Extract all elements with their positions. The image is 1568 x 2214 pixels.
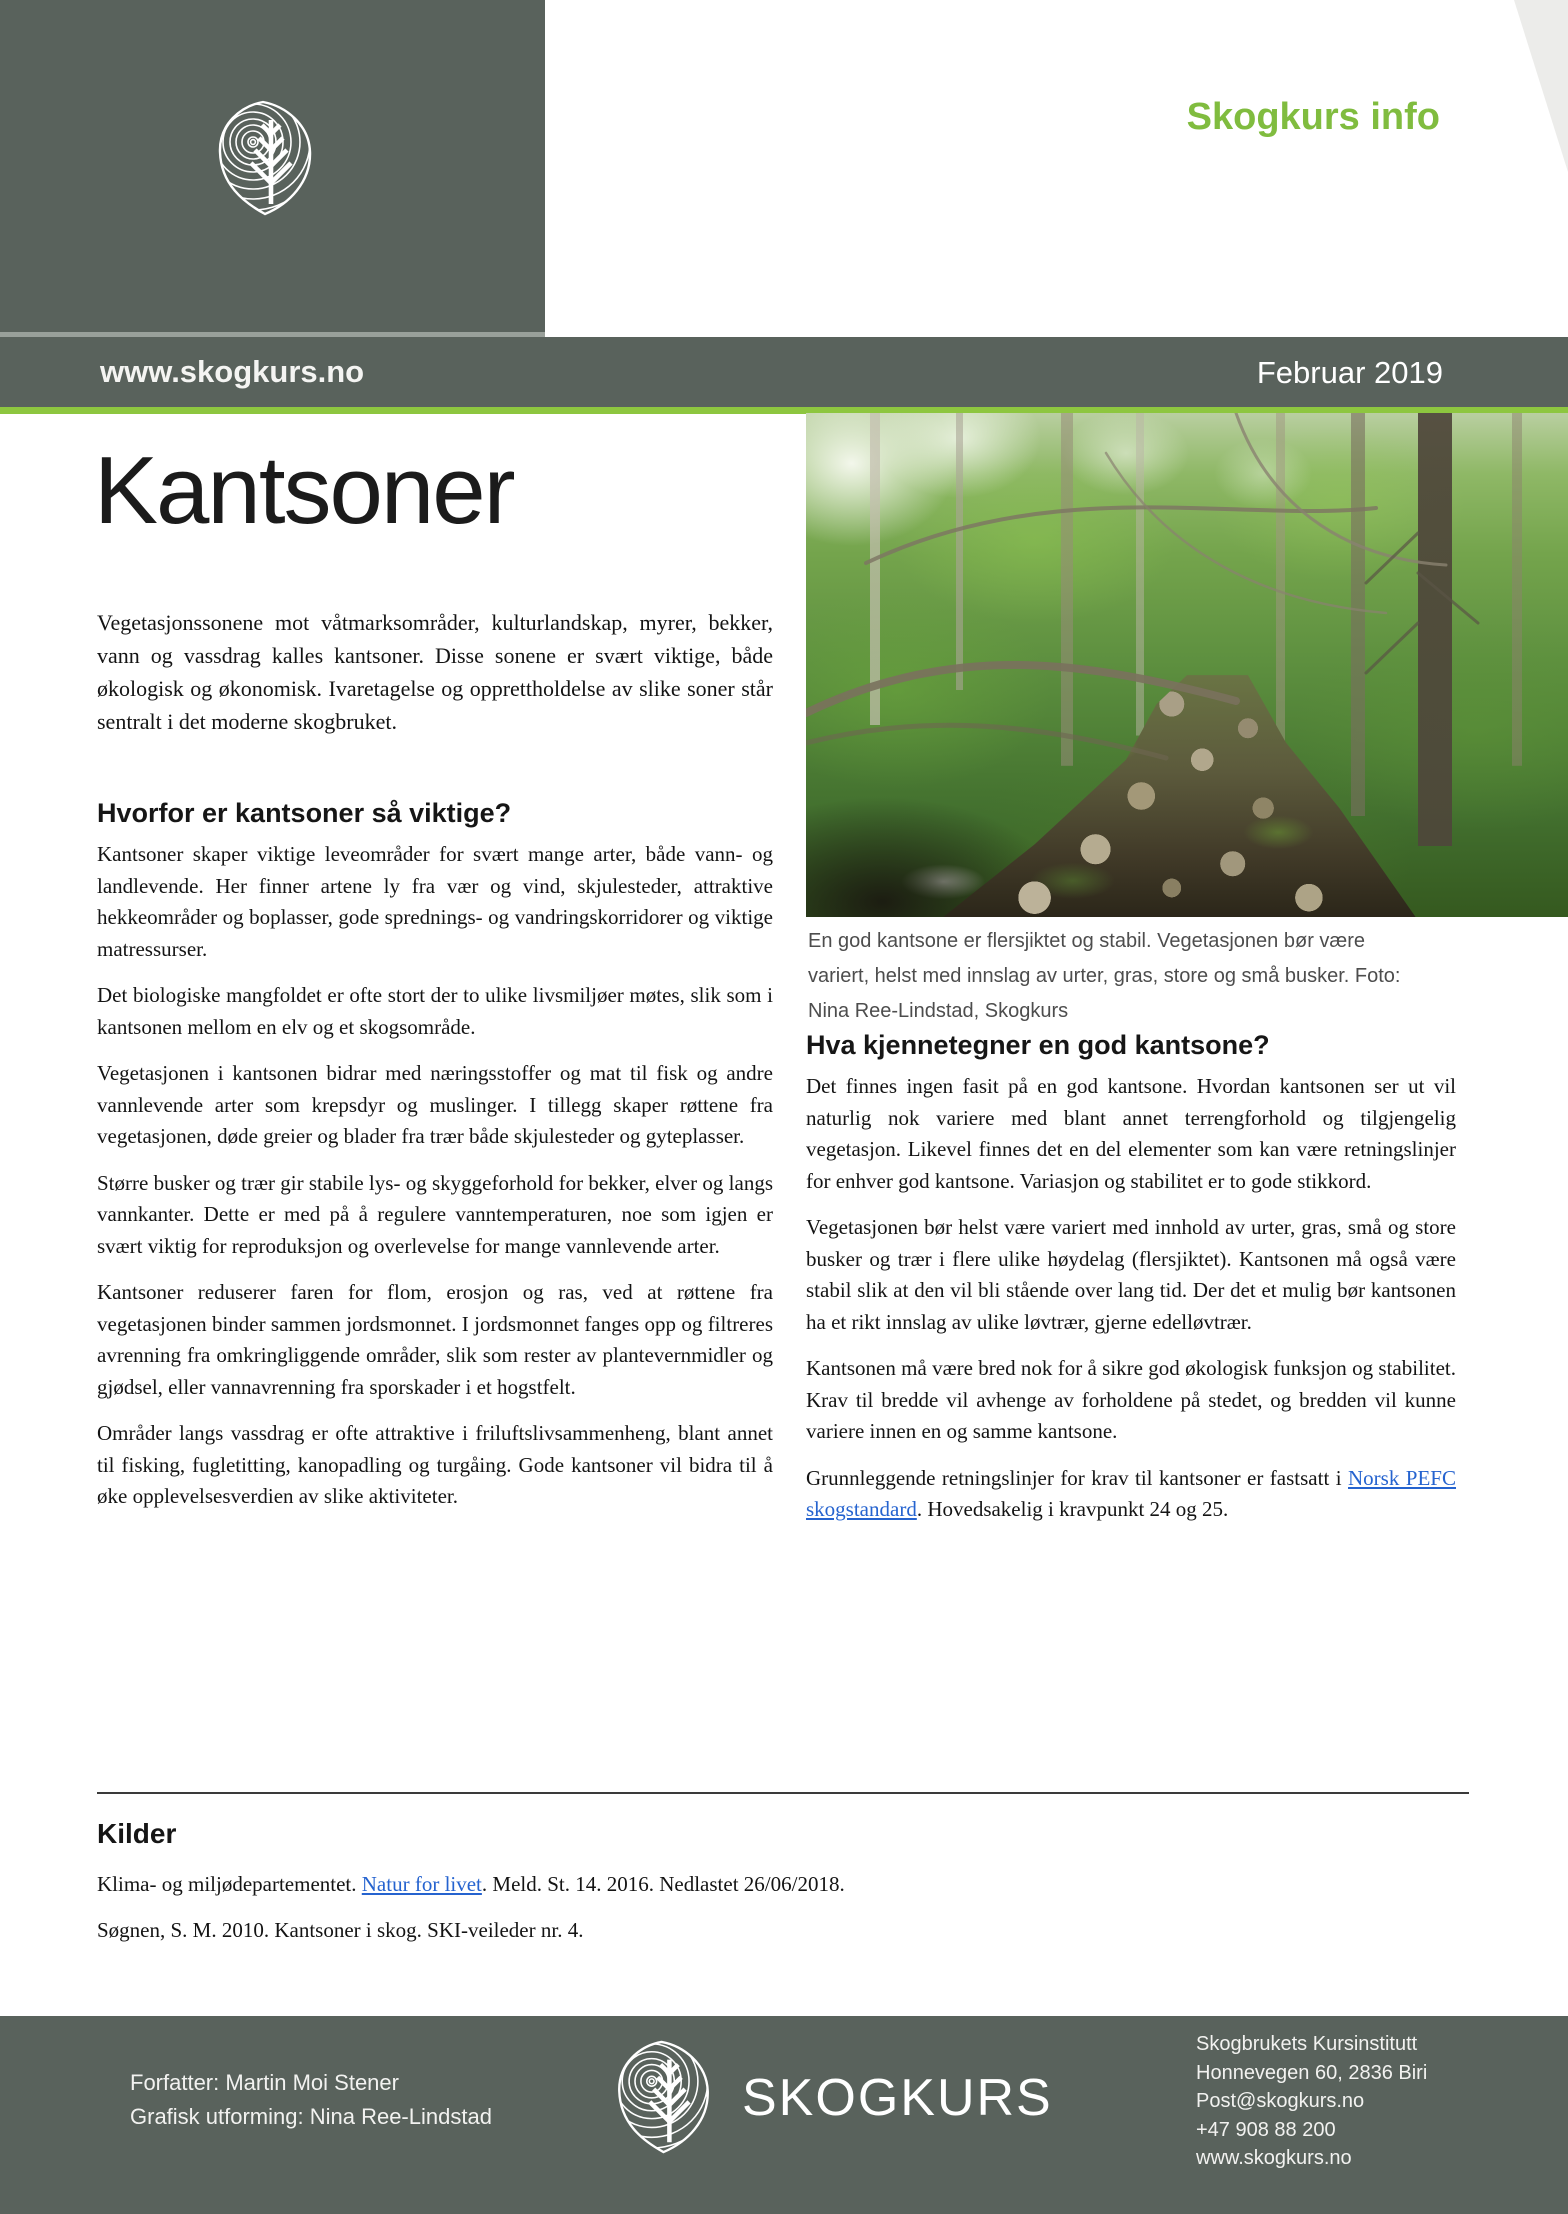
body-paragraph: Kantsoner skaper viktige leveområder for svært mange arter, både vann- og landlevende. Her finner artene ly fra vær og vind, skjulesteder, attraktive hekkeområder og boplasser, gode sprednings- og vandringskorridorer og viktige matressurser. (97, 842, 773, 961)
body-paragraph: Kantsonen må være bred nok for å sikre god økologisk funksjon og stabilitet. Krav til bredde vil avhenge av forholdene på stedet, og bredden vil kunne variere innen en og samme kantsone. (806, 1356, 1456, 1443)
skogkurs-info-label: Skogkurs info (1186, 96, 1440, 138)
wood-corner-wedge (1514, 0, 1568, 172)
skogkurs-logo (213, 98, 317, 216)
issue-date: Februar 2019 (1256, 355, 1443, 390)
footer-brand-wordmark: SKOGKURS (742, 2069, 1053, 2127)
pefc-standard-link[interactable]: Norsk PEFC skogstandard (806, 1465, 1456, 1521)
contact-email: Post@skogkurs.no (1196, 2090, 1365, 2112)
photo-branches (806, 413, 1568, 917)
page-title: Kantsoner (94, 437, 514, 544)
body-paragraph: Det finnes ingen fasit på en god kantsone. Hvordan kantsonen ser ut vil naturlig nok variere med blant annet terrengforhold og tilgjengelig vegetasjon. Likevel finnes det en del elementer som kan være retningslinjer for enhver god kantsone. Variasjon og stabilitet er to gode stikkord. (806, 1074, 1456, 1193)
right-section-heading: Hva kjennetegner en god kantsone? (806, 1030, 1270, 1060)
body-paragraph: Større busker og trær gir stabile lys- og skyggeforhold for bekker, elver og langs vannkanter. Dette er med på å regulere vanntemperaturen, noe som igjen er svært viktig for reproduksjon og overlevelse for mange vannlevende arter. (97, 1170, 773, 1258)
pefc-text-after: . Hovedsakelig i kravpunkt 24 og 25. (916, 1497, 1229, 1521)
contact-org: Skogbrukets Kursinstitutt (1196, 2033, 1418, 2055)
source-item (97, 1872, 845, 1897)
body-paragraph: Kantsoner reduserer faren for flom, erosjon og ras, ved at røttene fra vegetasjonen binder sammen jordsmonnet. I jordsmonnet fanges opp og filtreres avrenning fra omkringliggende områder, slik som rester av plantevernmidler og gjødsel, eller vannavrenning fra sporskader i et hogstfelt. (97, 1280, 773, 1399)
source-text: . Meld. St. 14. 2016. Nedlastet 26/06/2018. (481, 1872, 845, 1896)
header-wood-texture-photo (545, 0, 1568, 337)
source-text: Klima- og miljødepartementet. (97, 1872, 362, 1896)
body-paragraph: Vegetasjonen i kantsonen bidrar med næringsstoffer og mat til fisk og andre vannlevende arter som krepsdyr og muslinger. I tillegg skaper røttene fra vegetasjonen, døde greier og blader fra trær både skjulesteder og gyteplasser. (97, 1061, 773, 1148)
contact-address: Honnevegen 60, 2836 Biri (1196, 2061, 1428, 2084)
contact-website: www.skogkurs.no (1196, 2147, 1352, 2169)
right-column (806, 1030, 1456, 1541)
left-section-heading: Hvorfor er kantsoner så viktige? (97, 798, 512, 828)
body-paragraph-with-link (806, 1463, 1456, 1526)
body-paragraph: Områder langs vassdrag er ofte attraktive i friluftslivsammenheng, blant annet til fisking, fugletitting, kanopadling og turgåing. Gode kantsoner vil bidra til å øke opplevelsesverdien av slike aktiviteter. (97, 1421, 773, 1508)
footer-credits (130, 2066, 492, 2134)
skogkurs-tree-rings-icon (610, 2038, 717, 2154)
contact-phone: +47 908 88 200 (1196, 2118, 1336, 2141)
design-credit: Grafisk utforming: Nina Ree-Lindstad (130, 2104, 492, 2129)
photo-caption: En god kantsone er flersjiktet og stabil. Vegetasjonen bør være variert, helst med innslag av urter, gras, store og små busker. Foto: Nina Ree-Lindstad, Skogkurs (808, 930, 1401, 1022)
natur-for-livet-link[interactable]: Natur for livet (361, 1872, 482, 1896)
sources-heading: Kilder (97, 1818, 177, 1849)
header-url-text: www.skogkurs.no (100, 354, 365, 389)
pefc-text-before: Grunnleggende retningslinjer for krav til kantsoner er fastsatt i (806, 1465, 1349, 1490)
author-credit: Forfatter: Martin Moi Stener (130, 2070, 399, 2095)
sources-divider (97, 1792, 1469, 1794)
left-column (97, 798, 773, 1528)
url-bar (0, 337, 1568, 407)
footer-logo (610, 2038, 717, 2154)
header-brand-panel (0, 0, 545, 332)
riparian-forest-photo (806, 413, 1568, 917)
body-paragraph: Vegetasjonen bør helst være variert med innhold av urter, gras, små og store busker og trær i flere ulike høydelag (flersjiktet). Kantsonen må også være stabil slik at den vil bli stående over lang tid. Der det et mulig bør kantsonen ha et rikt innslag av ulike løvtrær, gjerne edelløvtrær. (806, 1215, 1456, 1334)
footer (0, 2016, 1568, 2214)
skogkurs-tree-rings-icon (213, 98, 317, 216)
intro-paragraph: Vegetasjonssonene mot våtmarksområder, kulturlandskap, myrer, bekker, vann og vassdrag kalles kantsoner. Disse sonene er svært viktige, både økologisk og økonomisk. Ivaretagelse og opprettholdelse av slike soner står sentralt i det moderne skogbruket. (97, 610, 773, 734)
body-paragraph: Det biologiske mangfoldet er ofte stort der to ulike livsmiljøer møtes, slik som i kantsonen mellom en elv og et skogsområde. (97, 983, 773, 1039)
source-item: Søgnen, S. M. 2010. Kantsoner i skog. SKI-veileder nr. 4. (97, 1918, 584, 1942)
footer-contact (1196, 2030, 1427, 2173)
